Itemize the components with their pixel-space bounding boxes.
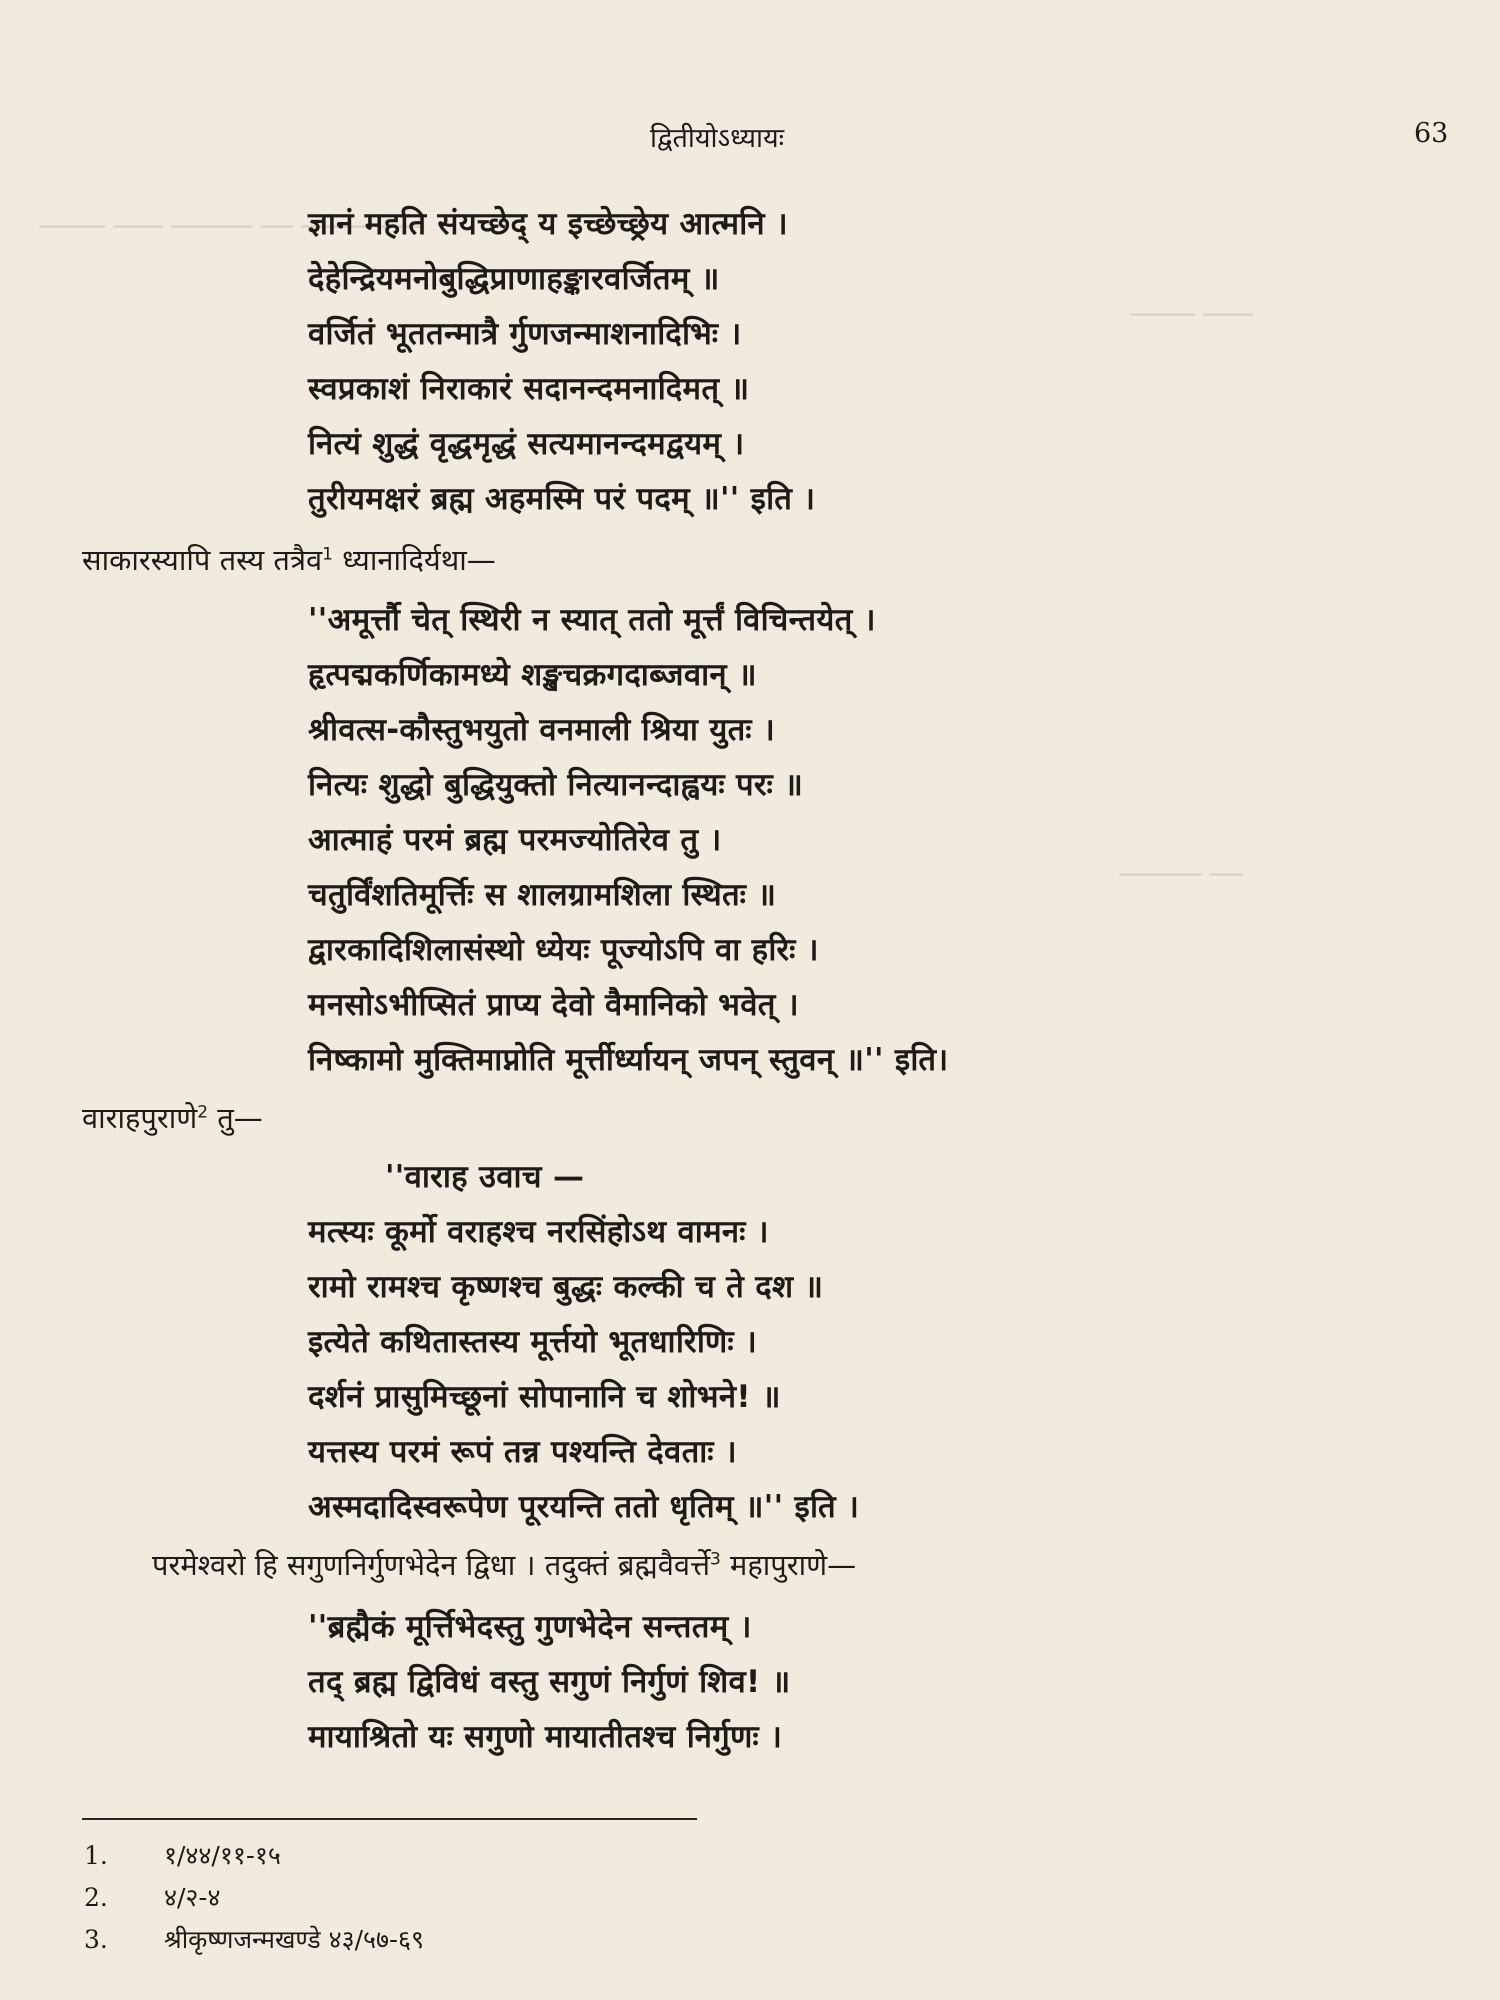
verse-line: अस्मदादिस्वरूपेण पूरयन्ति ततो धृतिम् ॥'' इति । [308, 1489, 860, 1525]
verse-line: मायाश्रितो यः सगुणो मायातीतश्च निर्गुणः । [308, 1719, 783, 1755]
footnote-rule [82, 1818, 697, 1820]
prose-paragraph-2 [82, 1098, 263, 1137]
speaker-heading: ''वाराह उवाच — [385, 1159, 585, 1195]
footnote-ref: 3 [710, 1549, 721, 1570]
footnote [84, 1922, 424, 1956]
verse-line: ''ब्रह्मैकं मूर्त्तिभेदस्तु गुणभेदेन सन्ततम् । [308, 1609, 752, 1645]
footnote [84, 1880, 220, 1914]
running-title: द्वितीयोऽध्यायः [650, 123, 785, 154]
verse-line: आत्माहं परमं ब्रह्म परमज्योतिरेव तु । [308, 822, 722, 858]
verse-line: दर्शनं प्रासुमिच्छूनां सोपानानि च शोभने! ॥ [308, 1379, 781, 1415]
prose-text: परमेश्वरो हि सगुणनिर्गुणभेदेन द्विधा । तदुक्तं ब्रह्मवैवर्त्ते [152, 1548, 710, 1582]
verse-line: द्वारकादिशिलासंस्थो ध्येयः पूज्योऽपि वा हरिः । [308, 932, 819, 968]
footnote-number: 3. [84, 1925, 108, 1954]
verse-line: रामो रामश्च कृष्णश्च बुद्धः कल्की च ते दश ॥ [308, 1269, 824, 1305]
prose-text: महापुराणे— [720, 1548, 857, 1582]
page-number: 63 [1414, 118, 1449, 149]
verse-line: तुरीयमक्षरं ब्रह्म अहमस्मि परं पदम् ॥'' इति । [308, 481, 816, 517]
footnote-ref: 1 [322, 544, 333, 565]
verse-line: ''अमूर्त्तौ चेत् स्थिरी न स्यात् ततो मूर्त्तं विचिन्तयेत् । [308, 602, 876, 638]
verse-line: नित्यः शुद्धो बुद्धियुक्तो नित्यानन्दाह्वयः परः ॥ [308, 767, 804, 803]
verse-line: नित्यं शुद्धं वृद्धमृद्धं सत्यमानन्दमद्वयम् । [308, 426, 745, 462]
verse-line: ज्ञानं महति संयच्छेद् य इच्छेच्छ्रेय आत्मनि । [308, 206, 788, 242]
verse-line: तद् ब्रह्म द्विविधं वस्तु सगुणं निर्गुणं शिव! ॥ [308, 1664, 791, 1700]
show-through-text: ──── ─── ───── ── ──── ─── [40, 212, 425, 243]
prose-text: तु— [208, 1101, 263, 1135]
verse-line: मत्स्यः कूर्मो वराहश्च नरसिंहोऽथ वामनः । [308, 1214, 769, 1250]
verse-line: वर्जितं भूततन्मात्रै र्गुणजन्माशनादिभिः । [308, 316, 742, 352]
verse-line: यत्तस्य परमं रूपं तन्न पश्यन्ति देवताः । [308, 1434, 737, 1470]
page-header [0, 118, 1500, 158]
prose-text: साकारस्यापि तस्य तत्रैव [82, 543, 323, 577]
show-through-text: ───── ── [1120, 860, 1243, 891]
show-through-text: ──── ─── [1130, 300, 1253, 331]
verse-line: निष्कामो मुक्तिमाप्नोति मूर्त्तीर्ध्यायन् जपन् स्तुवन् ॥'' इति। [308, 1042, 949, 1078]
verse-line: हृत्पद्मकर्णिकामध्ये शङ्खचक्रगदाब्जवान् ॥ [308, 657, 757, 693]
footnote-number: 1. [84, 1841, 108, 1870]
verse-line: श्रीवत्स-कौस्तुभयुतो वनमाली श्रिया युतः । [308, 712, 776, 748]
verse-line: स्वप्रकाशं निराकारं सदानन्दमनादिमत् ॥ [308, 371, 750, 407]
footnote [84, 1838, 281, 1872]
prose-text: वाराहपुराणे [82, 1101, 198, 1135]
prose-paragraph-3 [152, 1545, 856, 1584]
footnote-ref: 2 [197, 1102, 209, 1123]
footnote-text: श्रीकृष्णजन्मखण्डे ४३/५७-६९ [164, 1925, 425, 1954]
prose-text: ध्यानादिर्यथा— [332, 543, 496, 577]
verse-line: मनसोऽभीप्सितं प्राप्य देवो वैमानिको भवेत् । [308, 987, 799, 1023]
verse-line: चतुर्विंशतिमूर्त्तिः स शालग्रामशिला स्थितः ॥ [308, 877, 777, 913]
footnote-text: ४/२-४ [164, 1883, 221, 1912]
verse-line: इत्येते कथितास्तस्य मूर्त्तयो भूतधारिणिः । [308, 1324, 758, 1360]
footnote-number: 2. [84, 1883, 108, 1912]
verse-line: देहेन्द्रियमनोबुद्धिप्राणाहङ्कारवर्जितम् ॥ [308, 261, 720, 297]
prose-paragraph-1 [82, 540, 496, 579]
footnote-text: १/४४/११-१५ [164, 1841, 281, 1870]
